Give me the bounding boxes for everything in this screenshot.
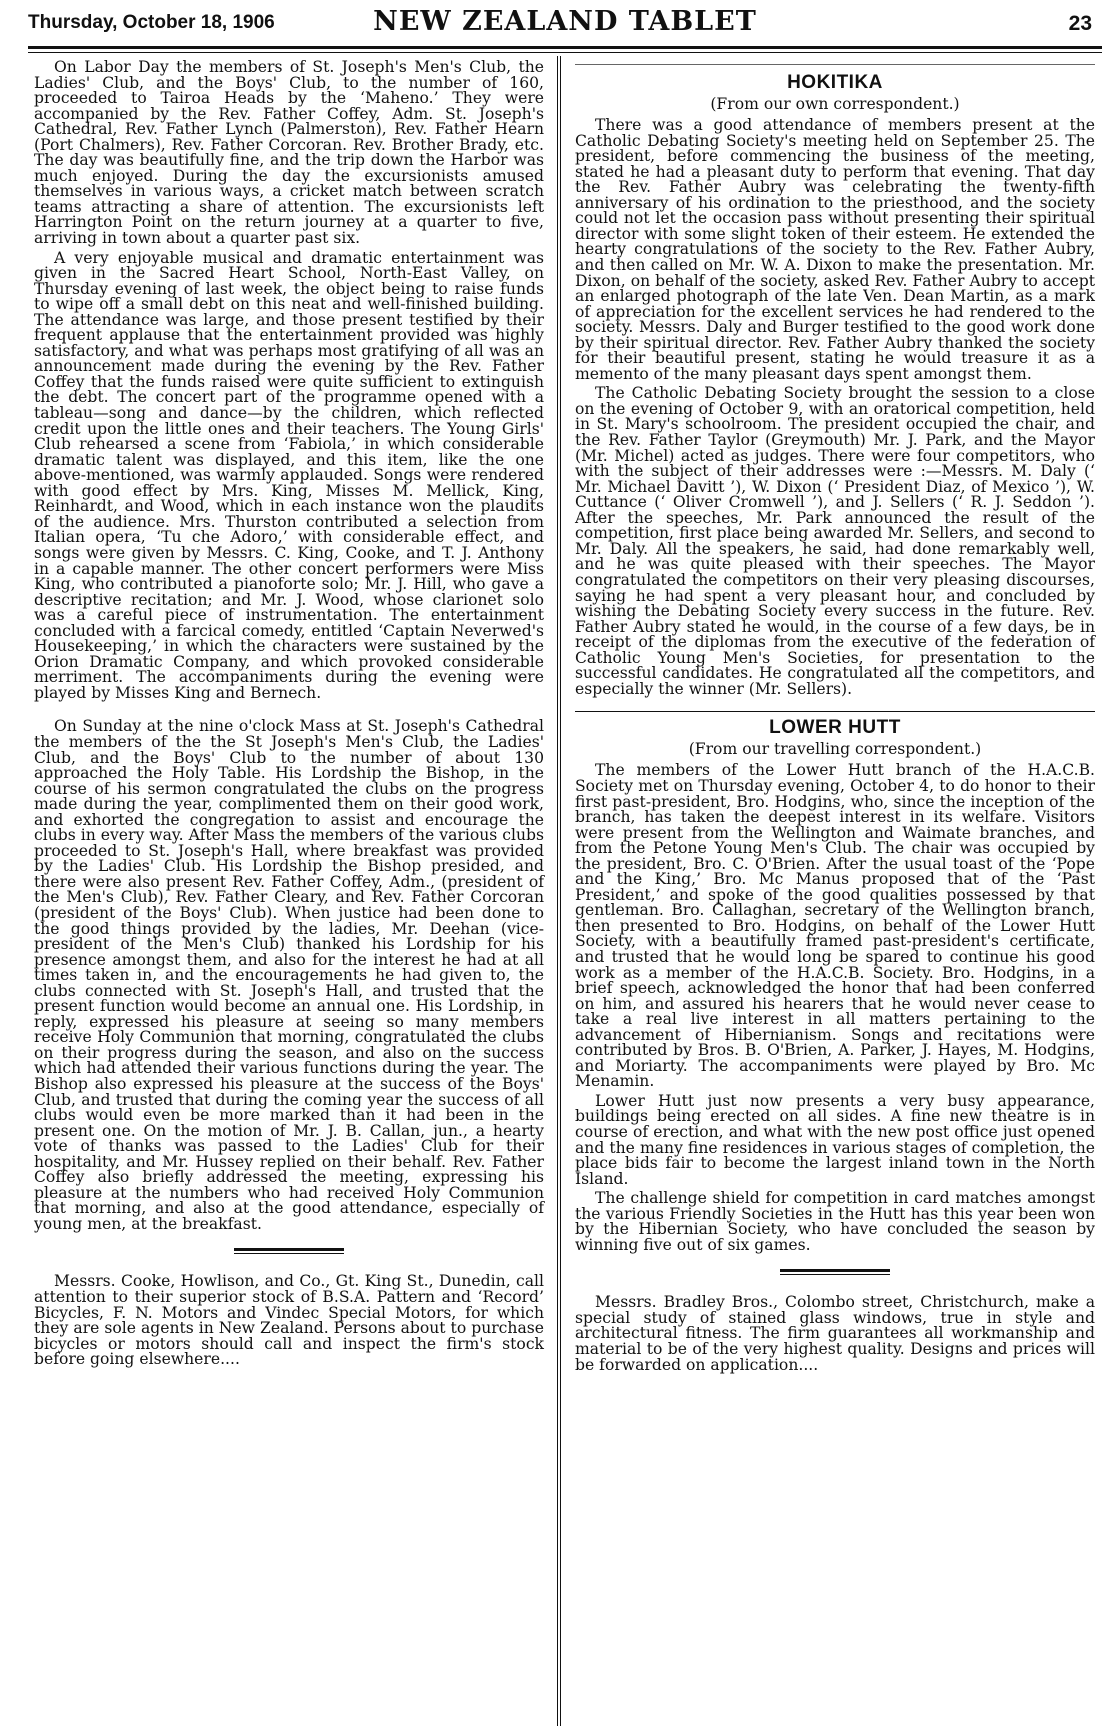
section-divider [234,1248,344,1254]
article-st-josephs-mass: On Sunday at the nine o'clock Mass at St. Joseph's Cathedral the members of the the St Joseph's Men's Club, the Ladies' Club, and the Boys' Club to the number of about 130 approached the Holy Table. His Lordship the Bishop, in the course of his sermon congratulated the clubs on the progress made during the year, complimented them on their good work, and exhorted the congregation to assist and encourage the clubs in every way. After Mass the members of the various clubs proceeded to St. Joseph's Hall, where breakfast was provided by the Ladies' Club. His Lordship the Bishop presided, and there were also present Rev. Father Coffey, Adm., (president of the Men's Club), Rev. Father Cleary, and Rev. Father Corcoran (president of the Boys' Club). When justice had been done to the good things provided by the ladies, Mr. Deehan (vice-president of the Men's Club) thanked his Lordship for his presence amongst them, and also for the interest he had at all times taken in, and the encouragements he had given to, the clubs connected with St. Joseph's Hall, and trusted that the present function would become an annual one. His Lordship, in reply, expressed his pleasure at seeing so many members receive Holy Communion that morning, congratulated the clubs on their progress during the season, and also on the success which had attended their various functions during the year. The Bishop also expressed his pleasure at the success of the Boys' Club, and trusted that during the coming year the success of all clubs would even be more marked than it had been in the present one. On the motion of Mr. J. B. Callan, jun., a hearty vote of thanks was passed to the Ladies' Club for their hospitality, and Mr. Hussey replied on their behalf. Rev. Father Coffey also briefly addressed the meeting, expressing his pleasure at the numbers who had received Holy Communion that morning, and also at the good attendance, especially of young men, at the breakfast. [34,717,544,1233]
article-lower-hutt-shield: The challenge shield for competition in card matches amongst the various Friendly Societies in the Hutt has this year been won by the Hibernian Society, who have concluded the season by winning five out of six games. [575,1189,1095,1254]
left-column [34,60,544,1372]
newspaper-title: NEW ZEALAND TABLET [373,6,757,37]
masthead-rule-thin [28,52,1102,53]
heading-lower-hutt: LOWER HUTT [769,717,901,739]
byline-hokitika: (From our own correspondent.) [710,94,960,113]
advert-cooke-howlison: Messrs. Cooke, Howlison, and Co., Gt. King St., Dunedin, call attention to their superior stock of B.S.A. Pattern and ‘Record’ Bicycles, F. N. Motors and Vindec Special Motors, for which they are sole agents in New Zealand. Persons about to purchase bicycles or motors should call and inspect the firm's stock before going elsewhere.... [34,1272,544,1369]
section-divider [780,1269,890,1275]
article-hokitika-meeting: There was a good attendance of members present at the Catholic Debating Society's meeting held on September 25. The president, before commencing the business of the meeting, stated he had a pleasant duty to perform that evening. That day the Rev. Father Aubry was celebrating the twenty-fifth anniversary of his ordination to the priesthood, and the society could not let the occasion pass without presenting their spiritual director with some slight token of their esteem. He extended the hearty congratulations of the society to the Rev. Father Aubry, and then called on Mr. W. A. Dixon to make the presentation. Mr. Dixon, on behalf of the society, asked Rev. Father Aubry to accept an enlarged photograph of the late Ven. Dean Martin, as a mark of appreciation for the excellent services he had rendered to the society. Messrs. Daly and Burger testified to the good work done by their spiritual director. Rev. Father Aubry thanked the society for their beautiful present, stating he would treasure it as a memento of the many pleasant days spent amongst them. [575,116,1095,383]
page-number: 23 [1068,12,1092,35]
article-labor-day: On Labor Day the members of St. Joseph's Men's Club, the Ladies' Club, and the Boys' Club, to the number of 160, proceeded to Tairoa Heads by the ‘Maheno.’ They were accompanied by the Rev. Father Coffey, Adm. St. Joseph's Cathedral, Rev. Father Lynch (Palmerston), Rev. Father Hearn (Port Chalmers), Rev. Father Corcoran. Rev. Brother Brady, etc. The day was beautifully fine, and the trip down the Harbor was much enjoyed. During the day the excursionists amused themselves in various ways, a cricket match between scratch teams attracting a share of attention. The excursionists left Harrington Point on the return journey at a quarter to five, arriving in town about a quarter past six. [34,58,544,248]
masthead-rule-thick [28,46,1102,49]
article-sacred-heart-entertainment: A very enjoyable musical and dramatic entertainment was given in the Sacred Heart School, North-East Valley, on Thursday evening of last week, the object being to raise funds to wipe off a small debt on this neat and well-finished building. The attendance was large, and those present testified by their frequent applause that the entertainment provided was highly satisfactory, and what was perhaps most gratifying of all was an announcement made during the evening by the Rev. Father Coffey that the funds raised were quite sufficient to extinguish the debt. The concert part of the programme opened with a tableau—song and dance—by the children, which reflected credit upon the little ones and their teachers. The Young Girls' Club rehearsed a scene from ‘Fabiola,’ in which considerable dramatic talent was displayed, and this item, like the one above-mentioned, was warmly applauded. Songs were rendered with good effect by Mrs. King, Misses M. Mellick, King, Reinhardt, and Wood, which in each instance won the plaudits of the audience. Mrs. Thurston contributed a selection from Italian opera, ‘Tu che Adoro,’ with considerable effect, and songs were given by Messrs. C. King, Cooke, and T. J. Anthony in a capable manner. The other concert performers were Miss King, who contributed a pianoforte solo; Mr. J. Hill, who gave a descriptive recitation; and Mr. J. Wood, whose clarionet solo was a careful piece of instrumentation. The entertainment concluded with a farcical comedy, entitled ‘Captain Neverwed's Housekeeping,’ in which the characters were sustained by the Orion Dramatic Company, and which provoked considerable merriment. The accompaniments during the evening were played by Misses King and Bernech. [34,248,544,702]
heading-rule [575,711,1095,712]
heading-hokitika: HOKITIKA [787,72,883,93]
issue-date: Thursday, October 18, 1906 [28,12,275,33]
article-lower-hutt-growth: Lower Hutt just now presents a very busy appearance, buildings being erected on all sides. A fine new theatre is in course of erection, and what with the new post office just opened and the many fine residences in various stages of completion, the place bids fair to become the largest inland town in the North Island. [575,1091,1095,1188]
byline-lower-hutt: (From our travelling correspondent.) [688,739,982,758]
article-hokitika-debating: The Catholic Debating Society brought the session to a close on the evening of October 9, with an oratorical competition, held in St. Mary's schoolroom. The president occupied the chair, and the Rev. Father Taylor (Greymouth) Mr. J. Park, and the Mayor (Mr. Michel) acted as judges. There were four competitors, who with the subject of their addresses were :—Messrs. M. Daly (‘ Mr. Michael Davitt ’), W. Dixon (‘ President Diaz, of Mexico ’), W. Cuttance (‘ Oliver Cromwell ’), and J. Sellers (‘ R. J. Seddon ’). After the speeches, Mr. Park announced the result of the competition, first place being awarded Mr. Sellers, and second to Mr. Daly. All the speakers, he said, had done remarkably well, and he was quite pleased with their speeches. The Mayor congratulated the competitors on their very pleasing discourses, saying he had spent a very pleasant hour, and concluded by wishing the Debating Society every success in the future. Rev. Father Aubry stated he would, in the course of a few days, be in receipt of the diplomas from the executive of the federation of Catholic Young Men's Societies, for presentation to the successful candidates. He congratulated all the competitors, and especially the winner (Mr. Sellers). [575,384,1095,698]
advert-bradley-bros: Messrs. Bradley Bros., Colombo street, Christchurch, make a special study of stained glass windows, true in style and architectural fitness. The firm guarantees all workmanship and material to be of the very highest quality. Designs and prices will be forwarded on application.... [575,1293,1095,1374]
right-column [575,60,1095,1377]
top-rule [575,64,1095,65]
column-divider [557,56,561,1726]
masthead [28,6,1102,46]
article-lower-hutt-hacb: The members of the Lower Hutt branch of the H.A.C.B. Society met on Thursday evening, October 4, to do honor to their first past-president, Bro. Hodgins, who, since the inception of the branch, has taken the deepest interest in its welfare. Visitors were present from the Wellington and Waimate branches, and from the Petone Young Men's Club. The chair was occupied by the president, Bro. C. O'Brien. After the usual toast of the ‘Pope and the King,’ Bro. Mc Manus proposed that of the ‘Past President,’ and spoke of the good qualities possessed by that gentleman. Bro. Callaghan, secretary of the Wellington branch, then presented to Bro. Hodgins, on behalf of the Lower Hutt Society, with a beautifully framed past-president's certificate, and trusted that he would long be spared to continue his good work as a member of the H.A.C.B. Society. Bro. Hodgins, in a brief speech, acknowledged the honor that had been conferred on him, and assured his hearers that he would never cease to take a real live interest in all matters pertaining to the advancement of Hibernianism. Songs and recitations were contributed by Bros. B. O'Brien, A. Parker, J. Hayes, M. Hodgins, and Moriarty. The accompaniments were played by Bro. Mc Menamin. [575,761,1095,1091]
